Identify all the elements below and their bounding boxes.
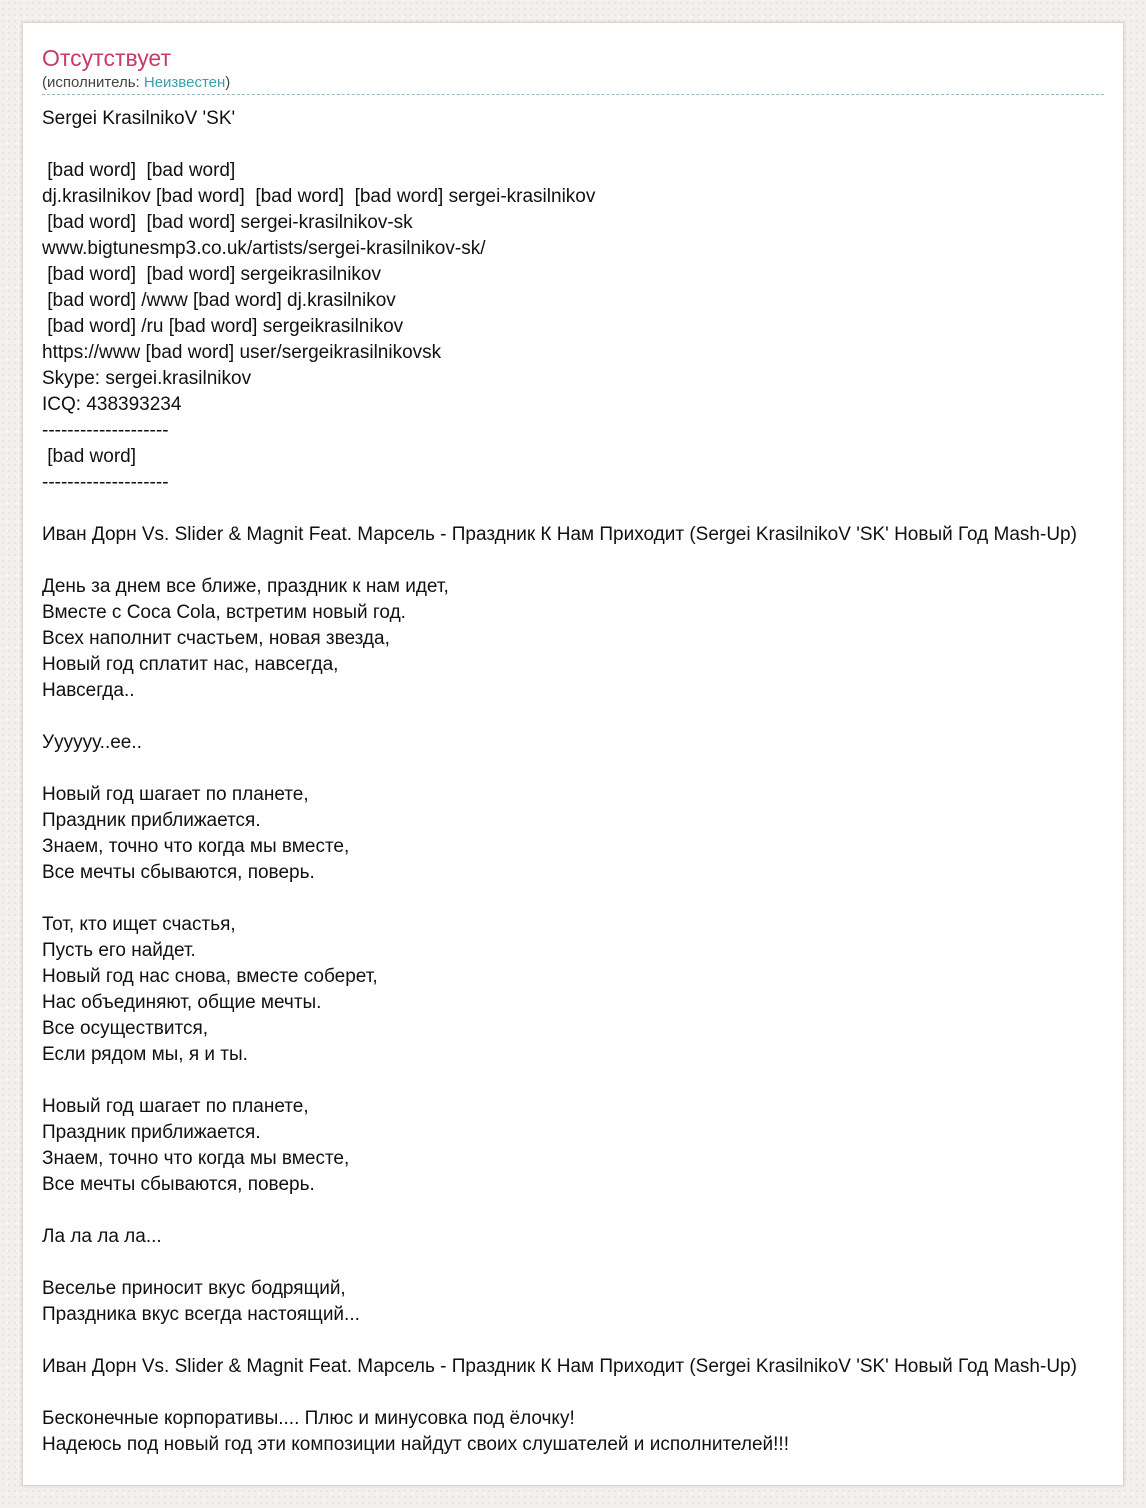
- artist-link[interactable]: Неизвестен: [143, 74, 226, 91]
- artist-suffix: ): [225, 74, 231, 91]
- song-title: Отсутствует: [42, 45, 171, 71]
- lyrics-text: Sergei KrasilnikoV 'SK' [bad word] [bad word] dj.krasilnikov [bad word] [bad word] [bad word] sergei-krasilnikov [bad word] [bad word] sergei-krasilnikov-sk www.bigtunesmp3.co.uk/artists/sergei-krasilnikov-sk/ [bad word] [bad word] sergeikrasilnikov [bad word] /www [bad word] dj.krasilnikov [bad word] /ru [bad word] sergeikrasilnikov https://www [bad word] user/sergeikrasilnikovsk Skype: sergei.krasilnikov ICQ: 438393234 -------------------- [bad word] -------------------- Иван Дорн Vs. Slider & Magnit Feat. Марсель - Праздник К Нам Приходит (Sergei KrasilnikoV 'SK' Новый Год Mash-Up) День за днем все ближе, праздник к нам идет, Вместе с Coca Cola, встретим новый год. Всех наполнит счастьем, новая звезда, Новый год сплатит нас, навсегда, Навсегда.. Уууууу..ее.. Новый год шагает по планете, Праздник приближается. Знаем, точно что когда мы вместе, Все мечты сбываются, поверь. Тот, кто ищет счастья, Пусть его найдет. Новый год нас снова, вместе соберет, Нас объединяют, общие мечты. Все осуществится, Если рядом мы, я и ты. Новый год шагает по планете, Праздник приближается. Знаем, точно что когда мы вместе, Все мечты сбываются, поверь. Ла ла ла ла... Веселье приносит вкус бодрящий, Праздника вкус всегда настоящий... Иван Дорн Vs. Slider & Magnit Feat. Марсель - Праздник К Нам Приходит (Sergei KrasilnikoV 'SK' Новый Год Mash-Up) Бесконечные корпоративы.... Плюс и минусовка под ёлочку! Надеюсь под новый год эти композиции найдут своих слушателей и исполнителей!!!: [42, 108, 1077, 1455]
- artist-prefix: (исполнитель:: [42, 74, 144, 91]
- song-header: [42, 44, 1104, 95]
- lyrics-card: [22, 22, 1124, 1486]
- artist-line: [42, 74, 1104, 92]
